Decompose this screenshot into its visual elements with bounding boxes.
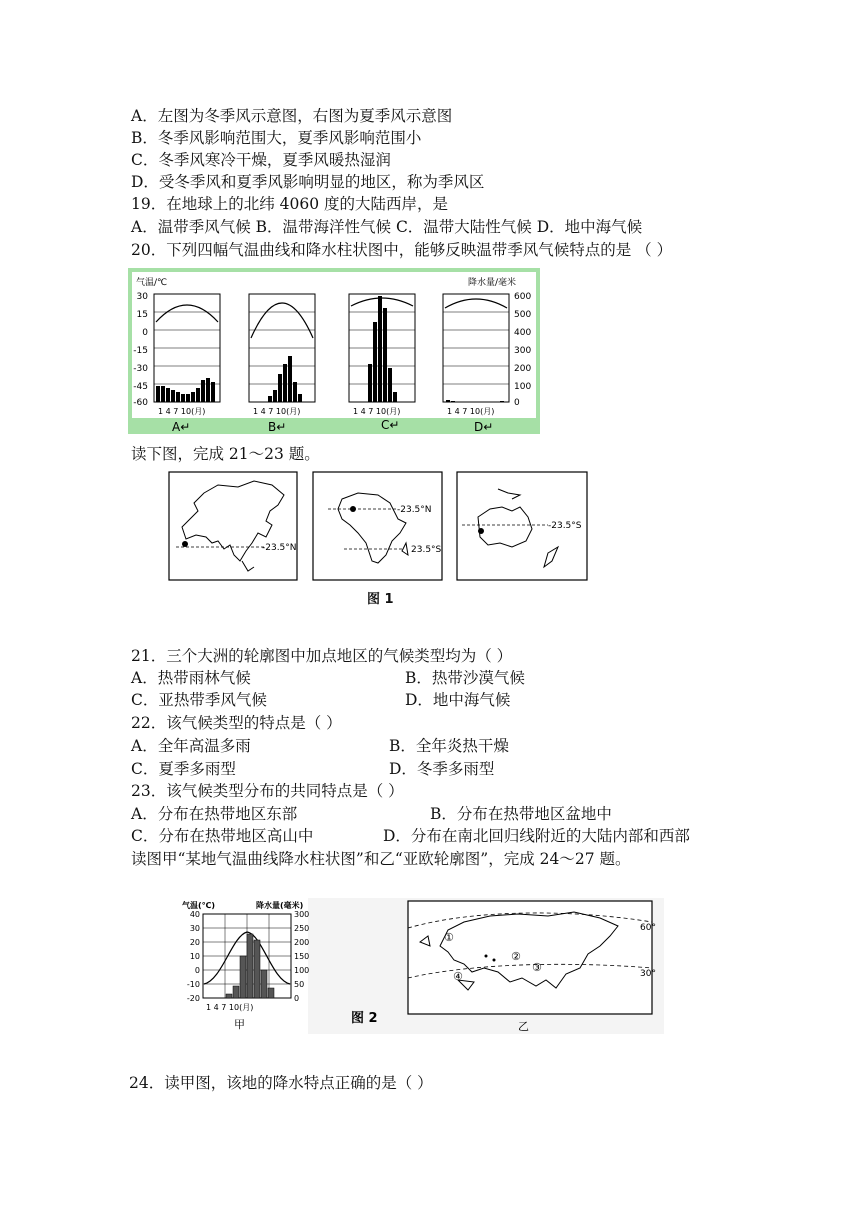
svg-text:-20: -20 <box>186 994 200 1003</box>
svg-text:30: 30 <box>136 292 148 302</box>
svg-text:1 4 7 10(月): 1 4 7 10(月) <box>253 407 301 416</box>
q19-stem: 19．在地球上的北纬 4060 度的大陆西岸，是 <box>131 195 449 213</box>
intro-24-27: 读图甲“某地气温曲线降水柱状图”和乙“亚欧轮廓图”，完成 24～27 题。 <box>131 850 631 868</box>
svg-text:-45: -45 <box>133 382 148 392</box>
svg-text:200: 200 <box>294 938 310 947</box>
svg-text:100: 100 <box>514 382 532 392</box>
q18-option-b: B．冬季风影响范围大，夏季风影响范围小 <box>131 129 422 147</box>
svg-text:15: 15 <box>136 310 148 320</box>
panel-label-b: B↵ <box>268 420 287 434</box>
map-asia <box>169 472 297 580</box>
figure-1-caption: 图 1 <box>367 592 394 607</box>
svg-text:0: 0 <box>294 994 300 1003</box>
q22-option-d: D．冬季多雨型 <box>389 760 495 778</box>
svg-text:③: ③ <box>532 961 542 974</box>
svg-text:②: ② <box>511 950 521 963</box>
q23-stem: 23．该气候类型分布的共同特点是（ ） <box>131 782 404 800</box>
q22-option-c: C．夏季多雨型 <box>131 760 236 778</box>
svg-text:-10: -10 <box>186 980 200 989</box>
map-yi <box>408 901 656 1033</box>
svg-text:50: 50 <box>294 980 305 989</box>
intro-21-23: 读下图，完成 21～23 题。 <box>131 445 320 463</box>
map-africa <box>313 472 442 580</box>
svg-text:300: 300 <box>294 910 310 919</box>
svg-text:250: 250 <box>294 924 310 933</box>
svg-text:10: 10 <box>189 952 200 961</box>
right-axis-ticks <box>514 292 531 408</box>
q21-stem: 21．三个大洲的轮廓图中加点地区的气候类型均为（ ） <box>131 647 513 665</box>
svg-text:100: 100 <box>294 966 310 975</box>
svg-text:气温(℃): 气温(℃) <box>182 901 215 910</box>
left-axis-title: 气温/℃ <box>136 278 168 288</box>
svg-text:0: 0 <box>514 398 520 408</box>
svg-text:200: 200 <box>514 364 532 374</box>
q18-option-c: C．冬季风寒冷干燥，夏季风暖热湿润 <box>131 151 391 169</box>
svg-text:-60: -60 <box>133 398 148 408</box>
figure-2-caption: 图 2 <box>351 1011 378 1026</box>
q20-climate-charts-figure <box>128 268 540 434</box>
q21-option-a: A．热带雨林气候 <box>131 669 251 687</box>
svg-text:300: 300 <box>514 346 532 356</box>
svg-text:150: 150 <box>294 952 310 961</box>
figure-1-continents <box>168 471 588 583</box>
right-axis-title: 降水量/毫米 <box>468 278 517 288</box>
svg-text:600: 600 <box>514 292 532 302</box>
svg-text:-23.5°S: -23.5°S <box>548 521 582 531</box>
svg-text:①: ① <box>444 931 454 944</box>
q22-stem: 22．该气候类型的特点是（ ） <box>131 714 342 732</box>
q23-option-b: B．分布在热带地区盆地中 <box>430 805 612 823</box>
svg-text:1 4 7 10(月): 1 4 7 10(月) <box>447 407 495 416</box>
svg-text:500: 500 <box>514 310 532 320</box>
q21-option-d: D．地中海气候 <box>405 691 511 709</box>
svg-text:0: 0 <box>142 328 148 338</box>
q23-option-c: C．分布在热带地区高山中 <box>131 827 314 845</box>
svg-text:1 4 7 10(月): 1 4 7 10(月) <box>353 407 401 416</box>
svg-text:-23.5°N: -23.5°N <box>397 505 432 515</box>
panel-label-c: C↵ <box>381 418 400 432</box>
q23-option-d: D．分布在南北回归线附近的大陆内部和西部 <box>383 827 690 845</box>
svg-text:0: 0 <box>194 966 200 975</box>
svg-text:30: 30 <box>189 924 200 933</box>
svg-text:60°: 60° <box>640 923 656 933</box>
chart-jia-label: 甲 <box>234 1018 245 1031</box>
q18-option-a: A．左图为冬季风示意图，右图为夏季风示意图 <box>131 107 453 125</box>
panel-label-d: D↵ <box>474 420 494 434</box>
svg-text:40: 40 <box>189 910 200 919</box>
chart-jia <box>118 898 309 1034</box>
svg-text:1 4 7 10(月): 1 4 7 10(月) <box>206 1003 254 1012</box>
q22-option-a: A．全年高温多雨 <box>131 737 251 755</box>
map-yi-label: 乙 <box>518 1020 529 1033</box>
panel-label-a: A↵ <box>172 420 191 434</box>
q20-stem: 20．下列四幅气温曲线和降水柱状图中，能够反映温带季风气候特点的是 （ ） <box>131 241 673 259</box>
q23-option-a: A．分布在热带地区东部 <box>131 805 298 823</box>
q21-option-b: B．热带沙漠气候 <box>405 669 525 687</box>
svg-text:30°: 30° <box>640 969 656 979</box>
svg-text:400: 400 <box>514 328 532 338</box>
svg-text:-30: -30 <box>133 364 148 374</box>
svg-text:降水量(毫米): 降水量(毫米) <box>256 901 304 910</box>
svg-text:20: 20 <box>189 938 200 947</box>
q22-option-b: B．全年炎热干燥 <box>389 737 509 755</box>
svg-text:-15: -15 <box>133 346 148 356</box>
q18-option-d: D．受冬季风和夏季风影响明显的地区，称为季风区 <box>131 173 485 191</box>
svg-text:23.5°S: 23.5°S <box>411 545 442 555</box>
map-australia <box>457 472 587 580</box>
svg-text:1 4 7 10(月): 1 4 7 10(月) <box>158 407 206 416</box>
svg-text:④: ④ <box>453 970 463 983</box>
svg-text:-23.5°N: -23.5°N <box>262 543 297 553</box>
figure-2 <box>118 898 664 1034</box>
q19-options: A．温带季风气候 B．温带海洋性气候 C．温带大陆性气候 D．地中海气候 <box>131 218 643 236</box>
q24-stem: 24．读甲图，该地的降水特点正确的是（ ） <box>129 1074 433 1092</box>
q21-option-c: C．亚热带季风气候 <box>131 691 267 709</box>
